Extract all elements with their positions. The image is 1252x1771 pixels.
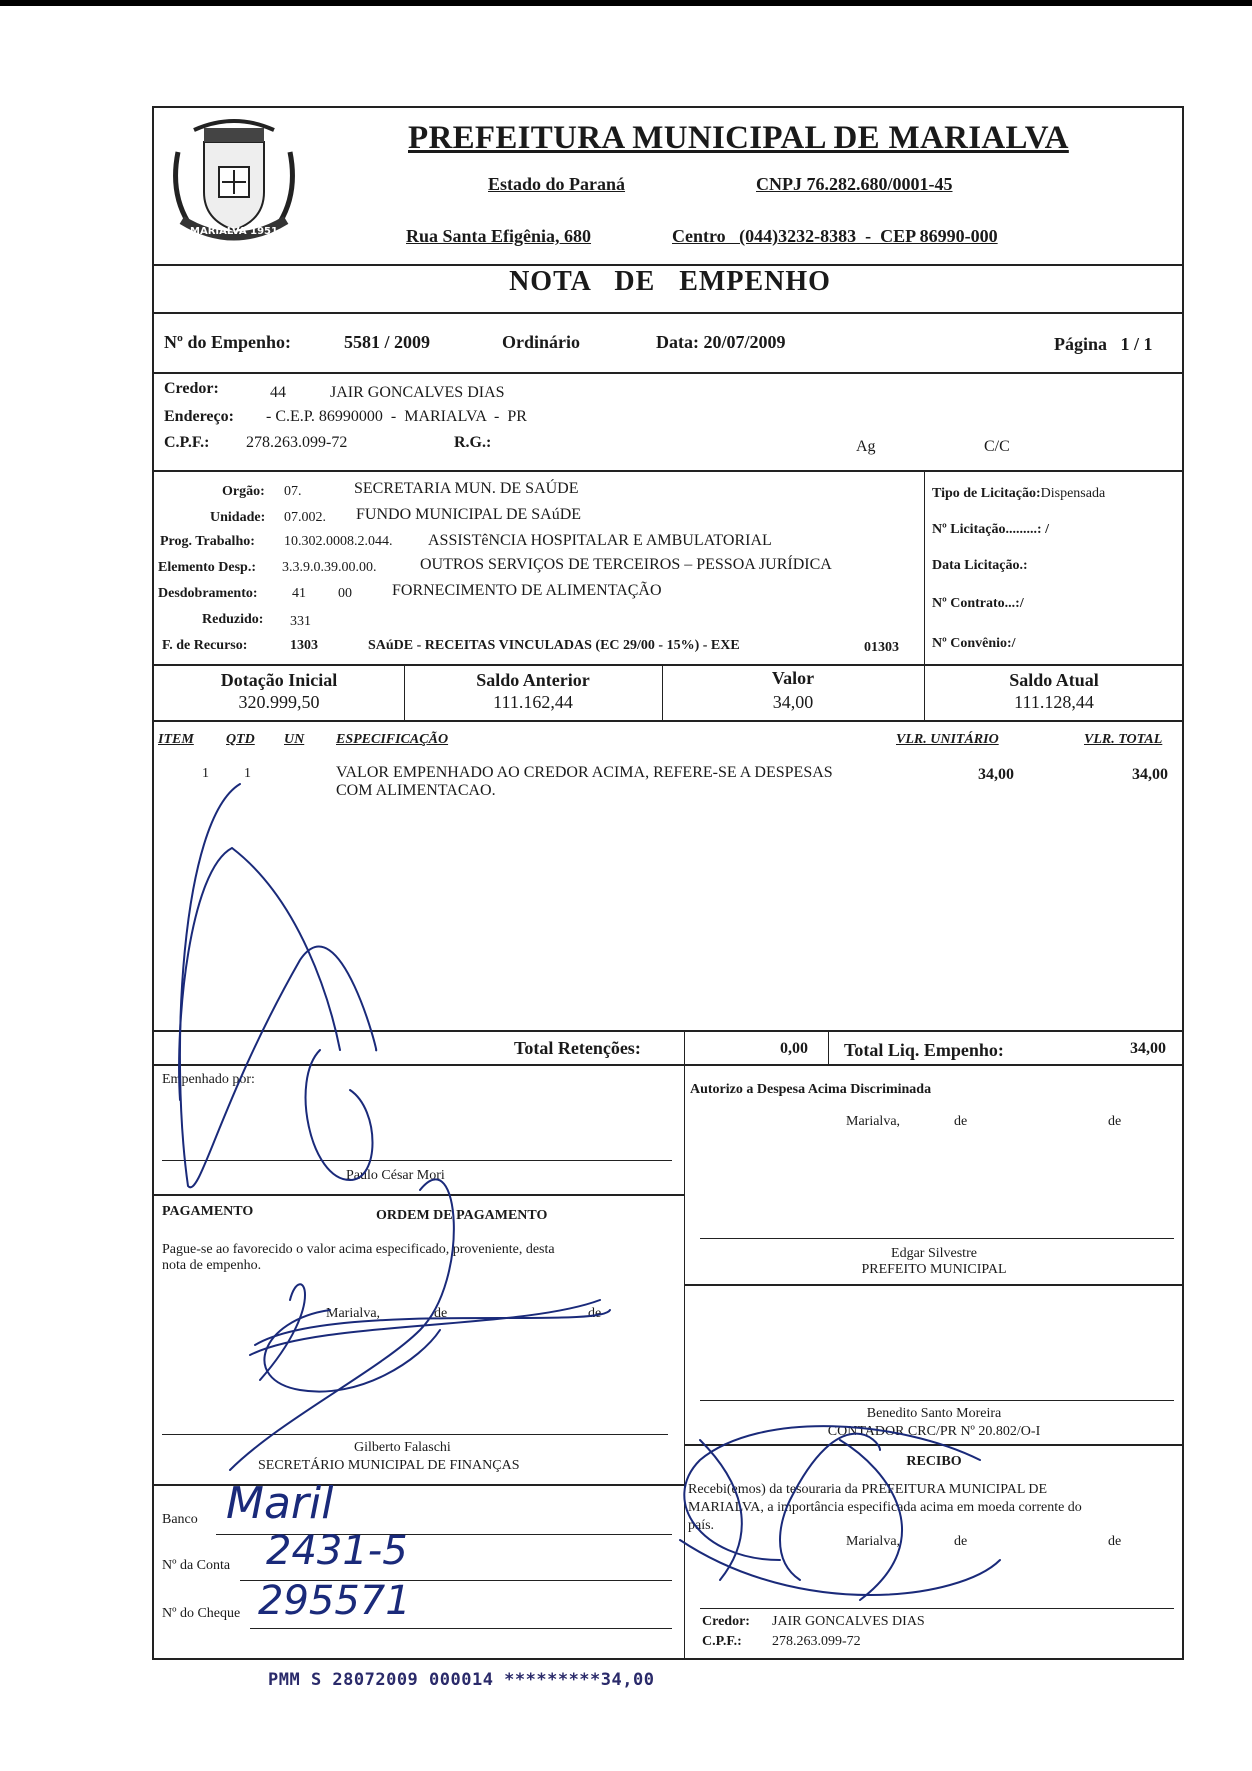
saldo-atual-label: Saldo Atual bbox=[1009, 670, 1099, 690]
tipo-licitacao: Tipo de Licitação:Dispensada bbox=[932, 486, 1106, 501]
item-description-line-1: VALOR EMPENHADO AO CREDOR ACIMA, REFERE-SE A DESPESAS bbox=[336, 764, 833, 781]
prog-trabalho-code: 10.302.0008.2.044. bbox=[284, 534, 393, 549]
col-qtd: QTD bbox=[226, 732, 255, 747]
saldo-anterior-value: 111.162,44 bbox=[493, 692, 573, 712]
valor-value: 34,00 bbox=[772, 692, 814, 712]
conta-label: Nº da Conta bbox=[162, 1558, 231, 1573]
recibo-de-2: de bbox=[1108, 1534, 1122, 1549]
cnpj-label: CNPJ 76.282.680/0001-45 bbox=[756, 174, 953, 194]
autorizo-title: Autorizo a Despesa Acima Discriminada bbox=[690, 1082, 932, 1097]
total-retencoes-label: Total Retenções: bbox=[514, 1038, 641, 1058]
address-contact: Centro (044)3232-8383 - CEP 86990-000 bbox=[672, 226, 998, 246]
reduzido-value: 331 bbox=[290, 614, 311, 629]
empenho-paraph bbox=[306, 1050, 373, 1180]
cheque-handwritten: 295571 bbox=[258, 1578, 411, 1624]
col-item: ITEM bbox=[158, 732, 194, 747]
institution-title: PREFEITURA MUNICIPAL DE MARIALVA bbox=[408, 120, 1069, 156]
fonte-recurso-code: 1303 bbox=[290, 638, 318, 653]
dotacao-value: 320.999,50 bbox=[238, 692, 320, 712]
orgao-label: Orgão: bbox=[222, 484, 265, 499]
empenho-date: Data: 20/07/2009 bbox=[656, 332, 786, 352]
empenhado-por-label: Empenhado por: bbox=[162, 1072, 255, 1087]
orgao-name: SECRETARIA MUN. DE SAÚDE bbox=[354, 480, 579, 497]
recibo-place: Marialva, bbox=[846, 1534, 901, 1549]
prefeito-name: Edgar Silvestre bbox=[891, 1246, 977, 1261]
recibo-cpf-value: 278.263.099-72 bbox=[772, 1634, 861, 1649]
item-number: 1 bbox=[202, 766, 209, 781]
empenho-signature-loop-2 bbox=[179, 848, 340, 1100]
item-unit-value: 34,00 bbox=[978, 766, 1014, 783]
recibo-title: RECIBO bbox=[906, 1454, 962, 1469]
dotacao-label: Dotação Inicial bbox=[220, 670, 338, 690]
empenho-number: 5581 / 2009 bbox=[344, 332, 431, 352]
desdobramento-label: Desdobramento: bbox=[158, 586, 258, 601]
recibo-text-2: MARIALVA, a importância especificada acima em moeda corrente do bbox=[688, 1500, 1082, 1515]
col-valor-total: VLR. TOTAL bbox=[1084, 732, 1163, 747]
credor-label: Credor: bbox=[164, 380, 219, 397]
empenho-number-label: Nº do Empenho: bbox=[164, 332, 291, 352]
pagamento-place: Marialva, bbox=[326, 1306, 381, 1321]
autorizo-de-2: de bbox=[1108, 1114, 1122, 1129]
secretario-name: Gilberto Falaschi bbox=[354, 1440, 451, 1455]
numero-contrato: Nº Contrato...:/ bbox=[932, 596, 1024, 611]
col-un: UN bbox=[284, 732, 305, 747]
elemento-despesa-code: 3.3.9.0.39.00.00. bbox=[282, 560, 377, 575]
pagamento-label: PAGAMENTO bbox=[162, 1204, 254, 1219]
item-total-value: 34,00 bbox=[1132, 766, 1168, 783]
recibo-credor-name: JAIR GONCALVES DIAS bbox=[772, 1614, 925, 1629]
cheque-label: Nº do Cheque bbox=[162, 1606, 241, 1621]
pagamento-de-1: de bbox=[434, 1306, 448, 1321]
total-liquido-label: Total Liq. Empenho: bbox=[844, 1040, 1004, 1060]
saldo-atual-value: 111.128,44 bbox=[1014, 692, 1094, 712]
autorizo-place: Marialva, bbox=[846, 1114, 901, 1129]
fonte-recurso-name: SAúDE - RECEITAS VINCULADAS (EC 29/00 - 15%) - EXE bbox=[368, 638, 740, 653]
prog-trabalho-name: ASSISTêNCIA HOSPITALAR E AMBULATORIAL bbox=[428, 532, 772, 549]
rg-label: R.G.: bbox=[454, 434, 492, 451]
cpf-label: C.P.F.: bbox=[164, 434, 210, 451]
prog-trabalho-label: Prog. Trabalho: bbox=[160, 534, 255, 549]
recibo-de-1: de bbox=[954, 1534, 968, 1549]
data-licitacao: Data Licitação.: bbox=[932, 558, 1028, 573]
saldo-anterior-label: Saldo Anterior bbox=[476, 670, 590, 690]
elemento-despesa-label: Elemento Desp.: bbox=[158, 560, 256, 575]
pagamento-text-1: Pague-se ao favorecido o valor acima especificado, proveniente, desta bbox=[162, 1242, 555, 1257]
item-description-line-2: COM ALIMENTACAO. bbox=[336, 782, 496, 799]
col-especificacao: ESPECIFICAÇÃO bbox=[336, 732, 449, 747]
numero-convenio: Nº Convênio:/ bbox=[932, 636, 1016, 651]
recibo-credor-label: Credor: bbox=[702, 1614, 750, 1629]
document-title: NOTA DE EMPENHO bbox=[509, 266, 831, 297]
col-valor-unitario: VLR. UNITÁRIO bbox=[896, 732, 999, 747]
unidade-label: Unidade: bbox=[210, 510, 266, 525]
conta-corrente-label: C/C bbox=[984, 438, 1010, 455]
page-indicator: Página 1 / 1 bbox=[1054, 334, 1153, 354]
desdobramento-code-2: 00 bbox=[338, 586, 352, 601]
banco-label: Banco bbox=[162, 1512, 198, 1527]
conta-handwritten: 2431-5 bbox=[266, 1528, 408, 1574]
agencia-label: Ag bbox=[856, 438, 876, 455]
recibo-signature-2 bbox=[700, 1440, 902, 1600]
credor-cpf: 278.263.099-72 bbox=[246, 434, 348, 451]
total-liquido-value: 34,00 bbox=[1130, 1040, 1166, 1057]
empenhado-signer: Paulo César Mori bbox=[346, 1168, 445, 1183]
fonte-recurso-label: F. de Recurso: bbox=[162, 638, 248, 653]
reduzido-label: Reduzido: bbox=[202, 612, 264, 627]
pagamento-text-2: nota de empenho. bbox=[162, 1258, 262, 1273]
empenho-type: Ordinário bbox=[502, 332, 581, 352]
valor-label: Valor bbox=[771, 668, 815, 688]
credor-name: JAIR GONCALVES DIAS bbox=[330, 384, 505, 401]
prefeito-title: PREFEITO MUNICIPAL bbox=[861, 1262, 1007, 1277]
credor-code: 44 bbox=[270, 384, 286, 401]
recibo-text-3: país. bbox=[688, 1518, 715, 1533]
elemento-despesa-name: OUTROS SERVIÇOS DE TERCEIROS – PESSOA JURÍDICA bbox=[420, 556, 832, 573]
item-qtd: 1 bbox=[244, 766, 251, 781]
total-retencoes-value: 0,00 bbox=[780, 1040, 808, 1057]
unidade-name: FUNDO MUNICIPAL DE SAúDE bbox=[356, 506, 582, 523]
banco-handwritten: Maril bbox=[226, 1478, 334, 1529]
desdobramento-name: FORNECIMENTO DE ALIMENTAÇÃO bbox=[392, 582, 662, 599]
autorizo-de-1: de bbox=[954, 1114, 968, 1129]
state-label: Estado do Paraná bbox=[488, 174, 626, 194]
pagamento-de-2: de bbox=[588, 1306, 602, 1321]
secretario-title: SECRETÁRIO MUNICIPAL DE FINANÇAS bbox=[258, 1458, 520, 1473]
credor-address: - C.E.P. 86990000 - MARIALVA - PR bbox=[266, 408, 527, 425]
numero-licitacao: Nº Licitação.........: / bbox=[932, 522, 1049, 537]
contador-name: Benedito Santo Moreira bbox=[866, 1406, 1002, 1421]
recibo-cpf-label: C.P.F.: bbox=[702, 1634, 742, 1649]
address-street: Rua Santa Efigênia, 680 bbox=[406, 226, 592, 246]
svg-text:MARIALVA 1951: MARIALVA 1951 bbox=[190, 226, 278, 237]
ordem-pagamento-title: ORDEM DE PAGAMENTO bbox=[376, 1208, 548, 1223]
desdobramento-code-1: 41 bbox=[292, 586, 306, 601]
payment-stamp: PMM S 28072009 000014 *********34,00 bbox=[268, 1670, 655, 1690]
recibo-text-1: Recebi(emos) da tesouraria da PREFEITURA MUNICIPAL DE bbox=[688, 1482, 1048, 1497]
orgao-code: 07. bbox=[284, 484, 302, 499]
contador-title: CONTADOR CRC/PR Nº 20.802/O-I bbox=[827, 1424, 1041, 1439]
endereco-label: Endereço: bbox=[164, 408, 234, 425]
empenho-signature-loop bbox=[180, 784, 376, 1187]
fonte-recurso-code-2: 01303 bbox=[864, 640, 899, 655]
unidade-code: 07.002. bbox=[284, 510, 326, 525]
